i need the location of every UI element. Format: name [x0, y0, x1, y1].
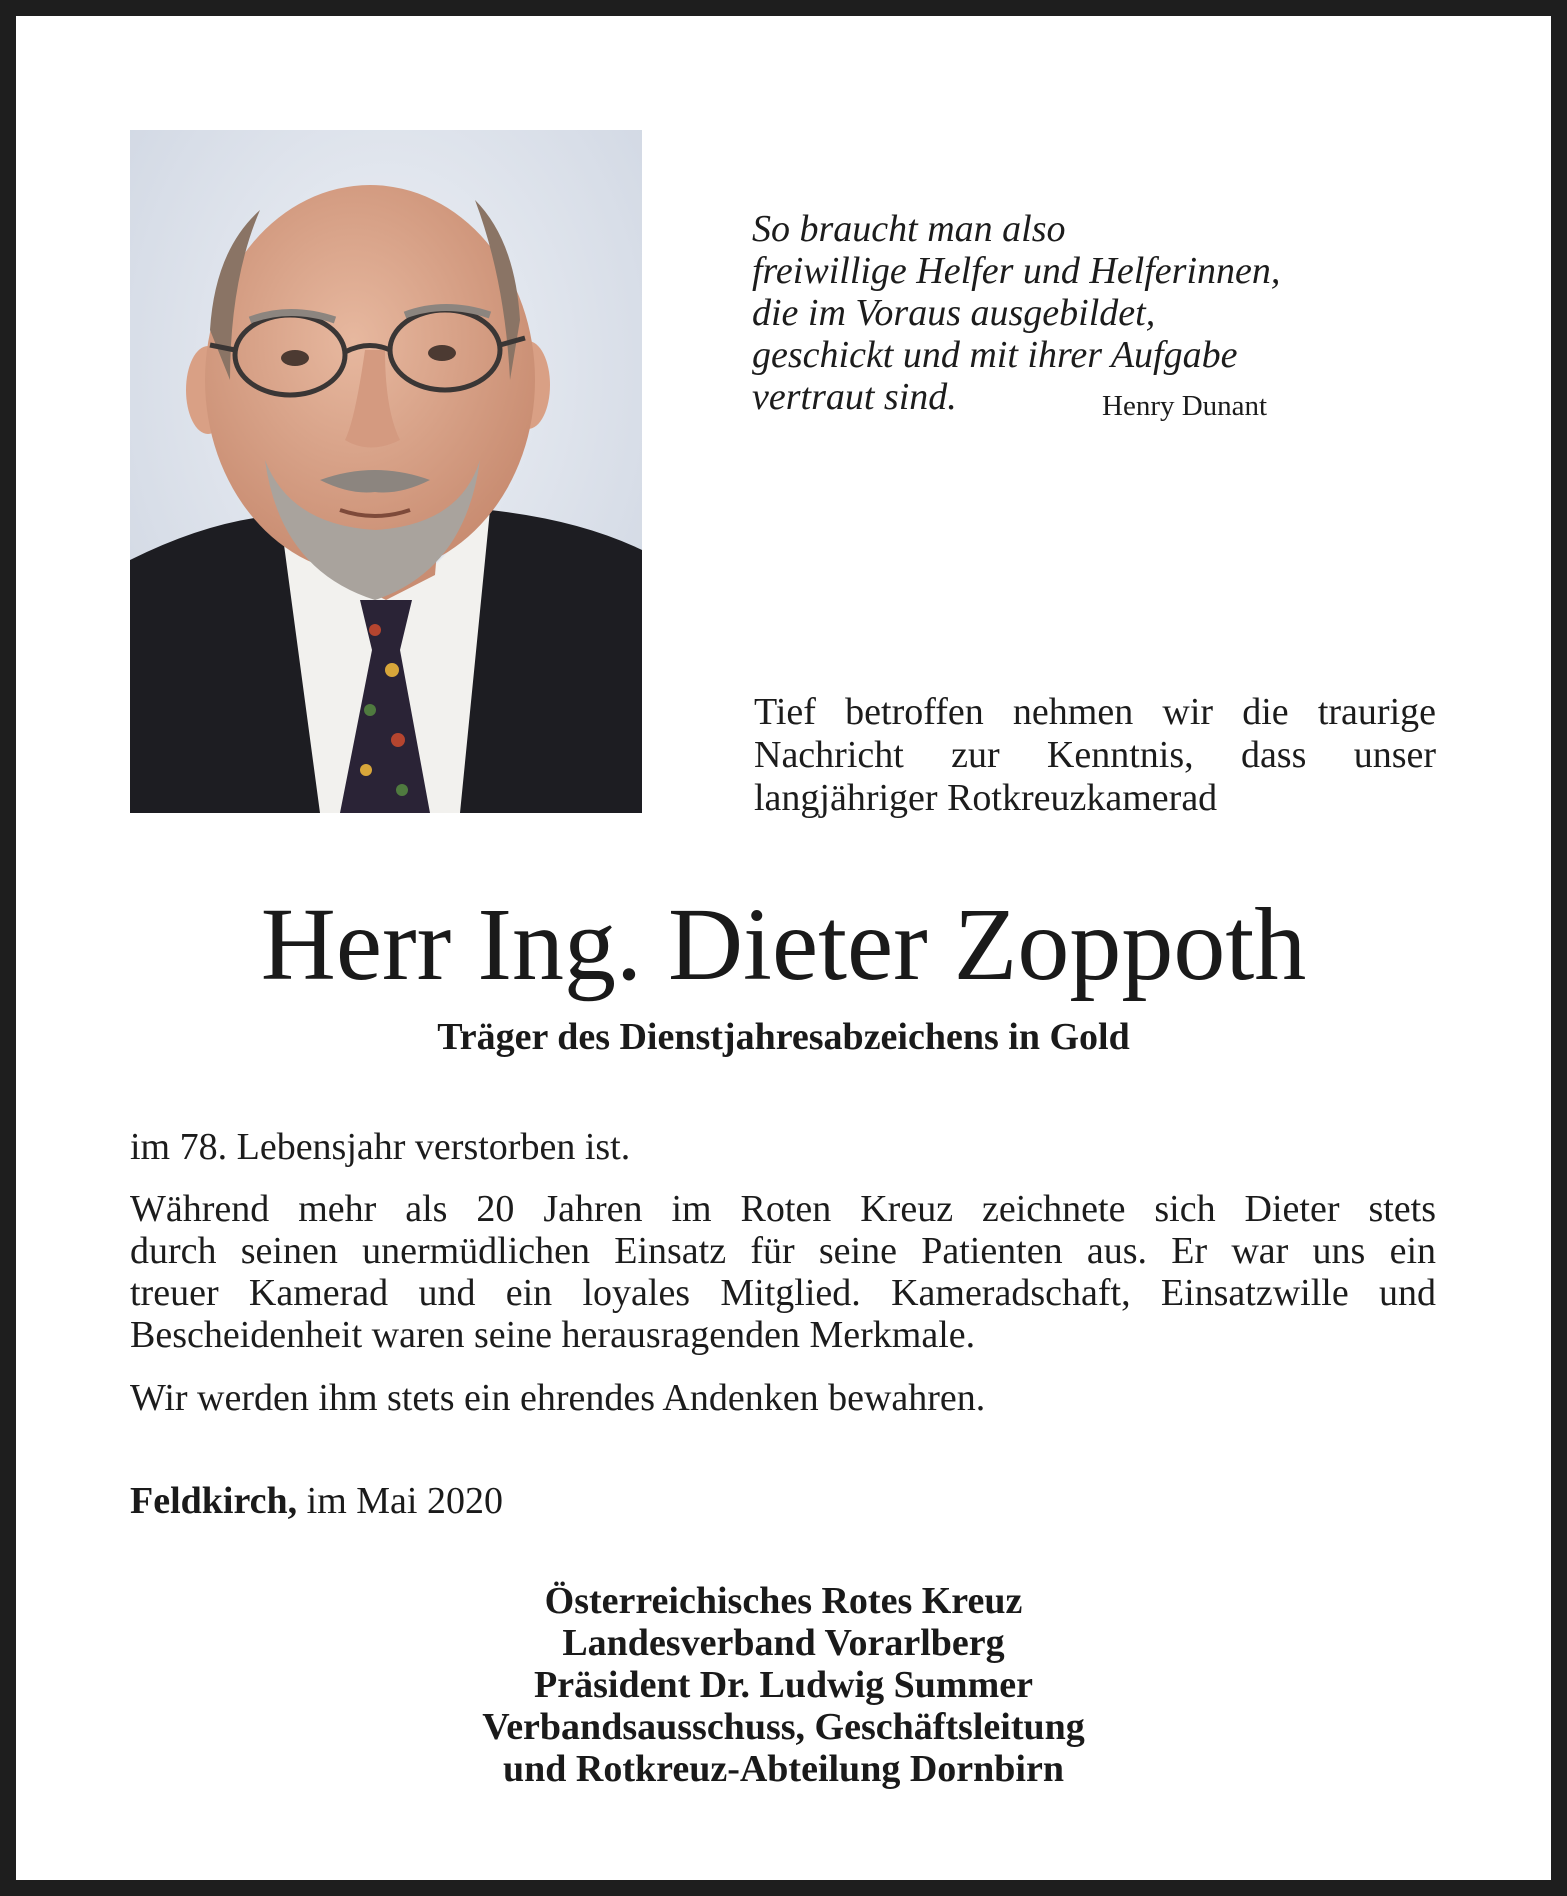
- signature-line: Präsident Dr. Ludwig Summer: [534, 1664, 1033, 1706]
- quote-line: So braucht man also: [752, 208, 1066, 250]
- tribute-line: durch seinen unermüdlichen Einsatz für seine Patienten aus. Er war uns ein: [130, 1230, 1436, 1272]
- tribute-line: Während mehr als 20 Jahren im Roten Kreuz zeichnete sich Dieter stets: [130, 1188, 1436, 1230]
- portrait-illustration: [130, 130, 642, 813]
- tribute-line: Bescheidenheit waren seine herausragenden Merkmale.: [130, 1314, 976, 1356]
- age-line: im 78. Lebensjahr verstorben ist.: [130, 1126, 631, 1168]
- closing-line: Wir werden ihm stets ein ehrendes Andenken bewahren.: [130, 1377, 986, 1419]
- signature-line: und Rotkreuz-Abteilung Dornbirn: [503, 1748, 1064, 1790]
- quote-block: [752, 208, 1352, 418]
- quote-line: freiwillige Helfer und Helferinnen,: [752, 250, 1281, 292]
- quote-line: geschickt und mit ihrer Aufgabe: [752, 334, 1238, 376]
- date: im Mai 2020: [306, 1480, 503, 1522]
- signature-line: Verbandsausschuss, Geschäftsleitung: [482, 1706, 1085, 1748]
- quote-line: die im Voraus ausgebildet,: [752, 292, 1156, 334]
- intro-paragraph: [754, 691, 1436, 820]
- intro-line: Tief betroffen nehmen wir die traurige: [754, 691, 1436, 733]
- signature-line: Landesverband Vorarlberg: [562, 1622, 1005, 1664]
- tribute-line: treuer Kamerad und ein loyales Mitglied. Kameradschaft, Einsatzwille und: [130, 1272, 1436, 1314]
- quote-author: Henry Dunant: [1102, 390, 1268, 422]
- quote-line: vertraut sind.: [752, 376, 957, 418]
- place-date: [130, 1479, 503, 1523]
- intro-line: langjähriger Rotkreuzkamerad: [754, 777, 1218, 819]
- place: Feldkirch,: [130, 1480, 298, 1522]
- tribute-paragraph: [130, 1188, 1436, 1356]
- signature-line: Österreichisches Rotes Kreuz: [544, 1580, 1023, 1622]
- deceased-name: Herr Ing. Dieter Zoppoth: [260, 887, 1307, 1002]
- portrait-photo: [130, 130, 642, 813]
- signature-block: [0, 1580, 1567, 1790]
- intro-line: Nachricht zur Kenntnis, dass unser: [754, 734, 1436, 776]
- deceased-honor: Träger des Dienstjahresabzeichens in Gold: [437, 1016, 1130, 1058]
